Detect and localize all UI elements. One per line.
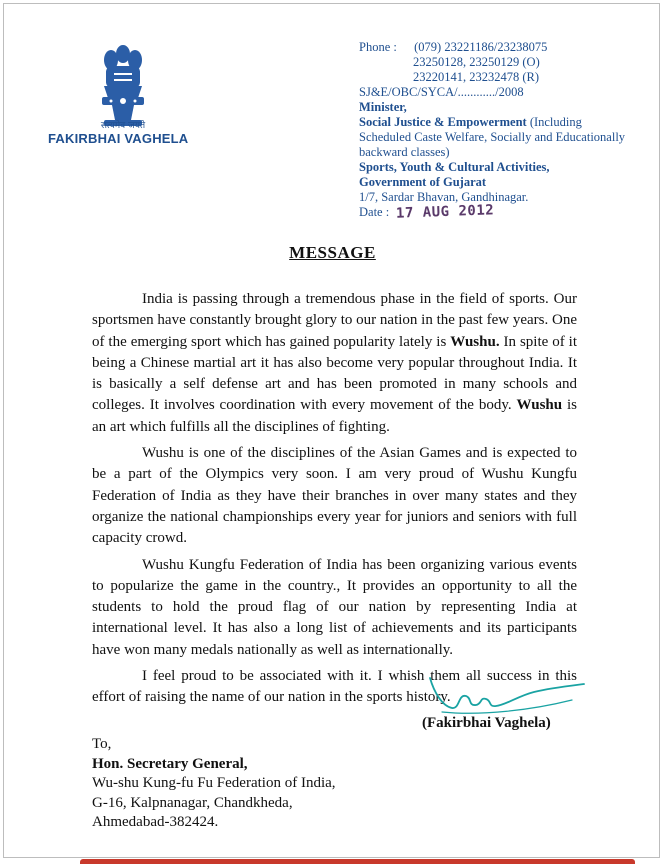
addressee-title: Hon. Secretary General, [92, 755, 248, 772]
department-2-line-1: Sports, Youth & Cultural Activities, [359, 160, 550, 174]
paragraph-4: I feel proud to be associated with it. I whish them all success in this effort of raising the name of our nation in the sports history. [92, 668, 577, 706]
date-stamp: 17 AUG 2012 [396, 202, 495, 222]
office-address: 1/7, Sardar Bhavan, Gandhinagar. [359, 190, 529, 204]
addressee-to: To, [92, 736, 112, 752]
department-1-note: (Including [526, 115, 582, 129]
handwritten-signature [422, 672, 592, 720]
phone-line-3: 23220141, 23232478 (R) [413, 70, 540, 84]
signatory-name: (Fakirbhai Vaghela) [422, 715, 551, 731]
paragraph-2: Wushu is one of the disciplines of the Asian Games and is expected to be a part of the Olympics very soon. I am very proud of Wushu Kungfu Federation of India as they have their branches in over many states and they organize the national championships every year for juniors and seniors with full capacity crowd. [92, 445, 577, 547]
phone-label: Phone : [359, 40, 397, 54]
paragraph-3: Wushu Kungfu Federation of India has been organizing various events to popularize the game in the country., It provides an opportunity to all the students to hold the proud flag of our nation by representing India at international level. It has also a long list of achievements and its participants have won many medals nationally as well as internationally. [92, 556, 577, 658]
addressee-line-2: G-16, Kalpnanagar, Chandkheda, [92, 794, 293, 811]
department-1-line-3: backward classes) [359, 145, 450, 159]
addressee-line-3: Ahmedabad-382424. [92, 814, 219, 830]
designation: Minister, [359, 100, 407, 114]
message-body [92, 289, 577, 714]
paragraph-1: India is passing through a tremendous phase in the field of sports. Our sportsmen have constantly brought glory to our nation in the past few years. One of the emerging sport which has gained popularity lately is Wushu. In spite of it being a Chinese martial art it has also become very popular throughout India. It is basically a self defense art and has been promoted in many schools and colleges. It involves coordination with every movement of the body. Wushu is an art which fulfills all the disciplines of fighting. [92, 291, 578, 435]
letterhead-contact [359, 40, 649, 220]
sender-name: FAKIRBHAI VAGHELA [48, 131, 189, 146]
department-1-line-2: Scheduled Caste Welfare, Socially and Educationally [359, 130, 626, 144]
addressee-block [92, 735, 336, 833]
phone-line-1: (079) 23221186/23238075 [414, 40, 548, 54]
addressee-line-1: Wu-shu Kung-fu Fu Federation of India, [92, 775, 336, 791]
reference-number: SJ&E/OBC/SYCA/............/2008 [359, 85, 524, 99]
department-2-line-2: Government of Gujarat [359, 175, 487, 189]
message-title: MESSAGE [289, 243, 376, 262]
bottom-edge-strip [80, 859, 635, 864]
date-label: Date : [359, 205, 390, 219]
phone-line-2: 23250128, 23250129 (O) [413, 55, 540, 69]
department-1-title: Social Justice & Empowerment [359, 115, 527, 129]
emblem-motto: सत्यमेव जयते [100, 121, 146, 131]
